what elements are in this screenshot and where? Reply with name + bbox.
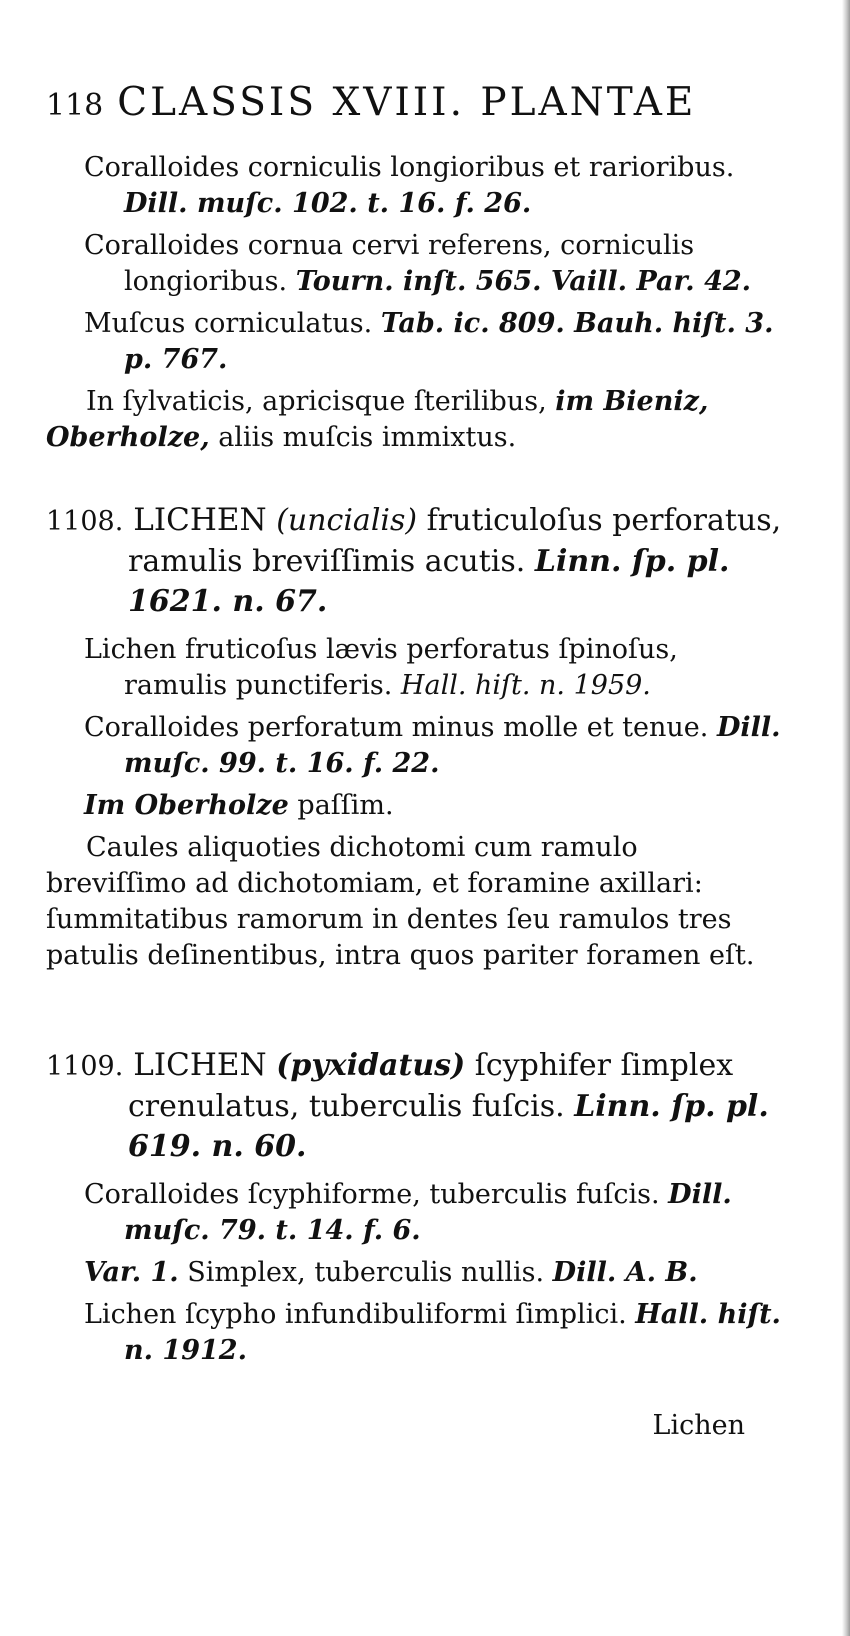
citation: Tab. ic. 809. Bauh. hiſt. 3. p. 767. — [124, 308, 774, 375]
description-note: Caules aliquoties dichotomi cum ramulo breviſſimo ad dichotomiam, et foramine axillari: ſummitatibus ramorum in dentes ſeu ramulos tres patulis deſinentibus, intra quos pariter foramen eſt. — [46, 832, 755, 971]
synonym-paragraph: Coralloides perforatum minus molle et tenue. Dill. muſc. 99. t. 16. f. 22. — [84, 712, 781, 779]
scan-edge-shadow — [842, 0, 850, 1636]
synonym-paragraph: Muſcus corniculatus. Tab. ic. 809. Bauh. hiſt. 3. p. 767. — [84, 308, 774, 375]
citation: Dill. muſc. 102. t. 16. f. 26. — [124, 188, 532, 219]
citation: Dill. muſc. 99. t. 16. f. 22. — [124, 712, 781, 779]
citation: Linn. ſp. pl. 1621. n. 67. — [128, 544, 730, 619]
citation: Hall. hiſt. n. 1912. — [124, 1299, 781, 1366]
habitat-paragraph: In ſylvaticis, apricisque ſterilibus, im Bieniz, Oberholze, aliis muſcis immixtus. — [46, 386, 709, 453]
entry-1108 — [46, 500, 786, 980]
citation: Dill. muſc. 79. t. 14. f. 6. — [124, 1179, 732, 1246]
genus-name: LICHEN — [133, 1047, 267, 1083]
synonym-paragraph: Coralloides ſcyphiforme, tuberculis fuſcis. Dill. muſc. 79. t. 14. f. 6. — [84, 1179, 732, 1246]
synonym-paragraph: Coralloides cornua cervi referens, corniculis longioribus. Tourn. inſt. 565. Vaill. Par. 42. — [84, 230, 752, 297]
page-number: 118 — [46, 88, 104, 123]
citation: Linn. ſp. pl. 619. n. 60. — [128, 1089, 769, 1164]
variety-paragraph: Var. 1. Simplex, tuberculis nullis. Dill. A. B. — [84, 1257, 698, 1288]
species-epithet: (uncialis) — [276, 503, 418, 538]
synonym-paragraph: Lichen fruticoſus lævis perforatus ſpinoſus, ramulis punctiferis. Hall. hiſt. n. 1959. — [84, 634, 678, 701]
page-header — [46, 80, 696, 125]
species-epithet: (pyxidatus) — [276, 1048, 466, 1083]
running-title: CLASSIS XVIII. PLANTAE — [117, 80, 697, 125]
synonym-paragraph: Coralloides corniculis longioribus et rarioribus. Dill. muſc. 102. t. 16. f. 26. — [84, 152, 735, 219]
entry-heading — [46, 500, 786, 622]
locality: im Bieniz, Oberholze, — [46, 386, 709, 453]
diagnosis: ſcyphifer ſimplex crenulatus, tuberculis fuſcis. — [128, 1048, 734, 1124]
variety-label: Var. 1. — [84, 1257, 179, 1288]
diagnosis: fruticuloſus perforatus, ramulis breviſſimis acutis. — [128, 503, 782, 579]
entry-number: 1108. — [46, 506, 124, 537]
citation: Hall. hiſt. n. 1959. — [400, 670, 651, 701]
genus-name: LICHEN — [133, 502, 267, 538]
locality: Im Oberholze — [84, 790, 289, 821]
entry-1109 — [46, 1045, 786, 1375]
synonym-paragraph: Lichen ſcypho infundibuliformi ſimplici. Hall. hiſt. n. 1912. — [84, 1299, 781, 1366]
entry-number: 1109. — [46, 1051, 124, 1082]
citation: Tourn. inſt. 565. Vaill. Par. 42. — [295, 266, 752, 297]
citation: Dill. A. B. — [552, 1257, 698, 1288]
catchword: Lichen — [652, 1410, 745, 1441]
continuation-block — [46, 150, 786, 462]
entry-heading — [46, 1045, 786, 1167]
habitat-paragraph: Im Oberholze paſſim. — [84, 790, 394, 821]
